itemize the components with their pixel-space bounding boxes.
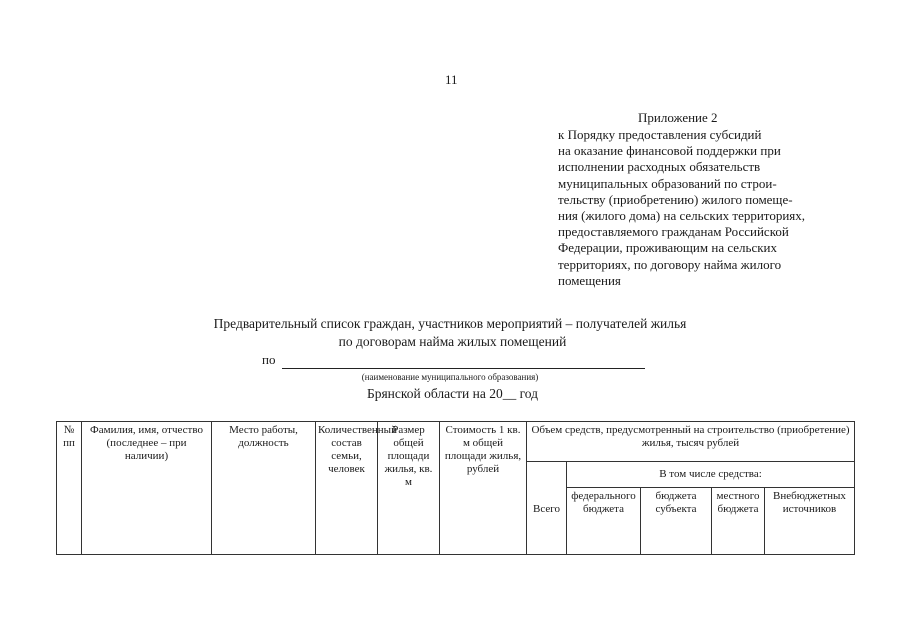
appendix-line: на оказание финансовой поддержки при	[558, 143, 781, 159]
appendix-line: муниципальных образований по строи-	[558, 175, 777, 191]
header-local: местного бюджета	[712, 488, 765, 555]
page-number: 11	[445, 72, 458, 87]
header-including: В том числе средства:	[567, 462, 855, 488]
region-line: Брянской области на 20__ год	[366, 386, 539, 401]
header-subject: бюджета субъекта	[641, 488, 712, 555]
document-title-line1: Предварительный список граждан, участников мероприятий – получателей жилья	[213, 316, 687, 331]
header-number: № пп	[57, 422, 82, 555]
header-work: Место работы, должность	[212, 422, 316, 555]
appendix-line: территориях, по договору найма жилого	[558, 256, 782, 272]
po-label: по	[262, 352, 276, 367]
appendix-line: помещения	[558, 272, 621, 288]
header-total: Всего	[527, 462, 567, 555]
document-title-line2: по договорам найма жилых помещений	[338, 334, 567, 349]
header-funds: Объем средств, предусмотренный на строительство (приобретение) жилья, тысяч рублей	[527, 422, 855, 462]
header-area: Размер общей площади жилья, кв. м	[378, 422, 440, 555]
appendix-line: тельству (приобретению) жилого помеще-	[558, 191, 793, 207]
appendix-line: Федерации, проживающим на сельских	[558, 240, 777, 256]
appendix-line: предоставляемого гражданам Российской	[558, 224, 789, 240]
header-extra: Внебюджетных источников	[765, 488, 855, 555]
appendix-line: ния (жилого дома) на сельских территориях,	[558, 208, 805, 224]
appendix-line: к Порядку предоставления субсидий	[558, 127, 762, 142]
header-cost: Стоимость 1 кв. м общей площади жилья, рублей	[440, 422, 527, 555]
municipality-caption: (наименование муниципального образования)	[361, 372, 539, 382]
header-family: Количественный состав семьи, человек	[316, 422, 378, 555]
header-federal: федерального бюджета	[567, 488, 641, 555]
header-name: Фамилия, имя, отчество (последнее – при наличии)	[82, 422, 212, 555]
citizens-table	[56, 421, 855, 555]
appendix-line: исполнении расходных обязательств	[558, 159, 761, 175]
municipality-blank-line	[282, 368, 645, 369]
appendix-text	[558, 127, 868, 289]
appendix-title: Приложение 2	[638, 110, 718, 125]
